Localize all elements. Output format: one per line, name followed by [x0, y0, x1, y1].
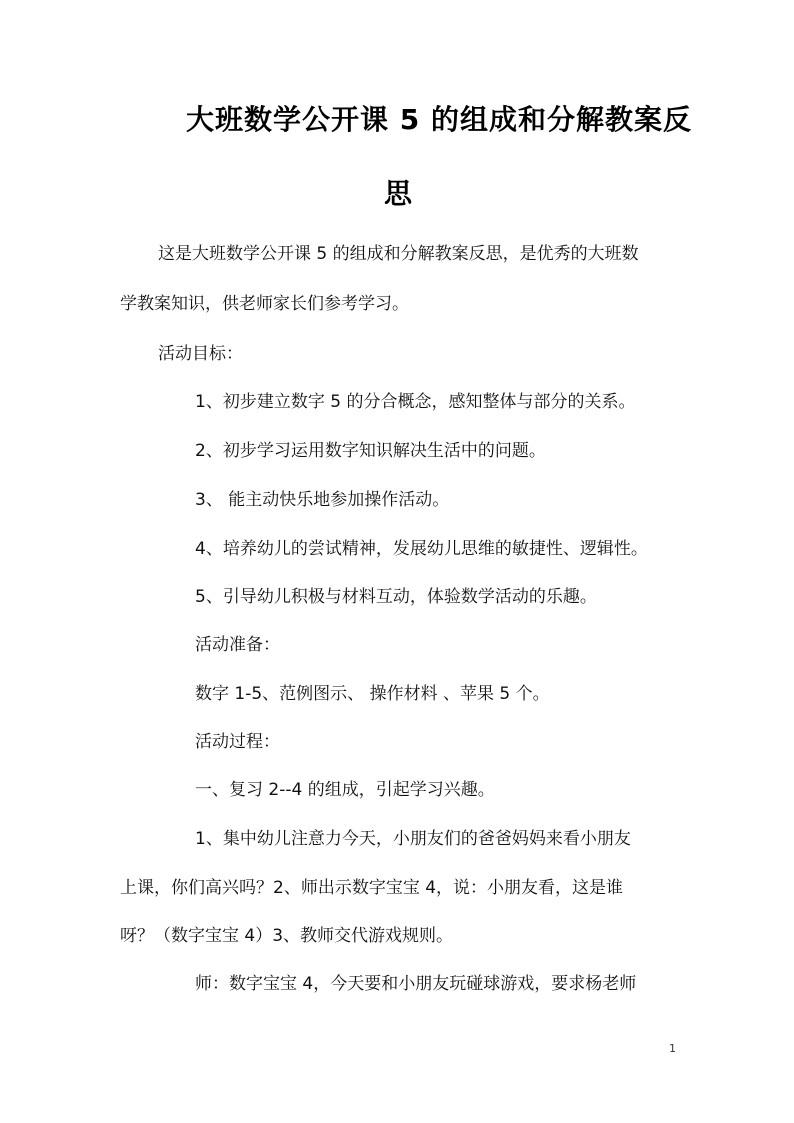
- goal-item-1: 1、初步建立数字 5 的分合概念，感知整体与部分的关系。: [195, 392, 636, 412]
- goal-item-5: 5、引导幼儿积极与材料互动，体验数学活动的乐趣。: [195, 587, 597, 607]
- paragraph-1-line-2: 上课，你们高兴吗？2、师出示数字宝宝 4，说：小朋友看，这是谁: [120, 878, 624, 898]
- step-1-heading: 一、复习 2--4 的组成，引起学习兴趣。: [195, 780, 495, 800]
- document-title-line-1: 大班数学公开课 5 的组成和分解教案反: [186, 103, 692, 136]
- process-heading: 活动过程：: [195, 732, 280, 752]
- paragraph-2-line-1: 师：数字宝宝 4，今天要和小朋友玩碰球游戏，要求杨老师: [195, 974, 637, 994]
- paragraph-1-line-3: 呀？（数字宝宝 4）3、教师交代游戏规则。: [120, 926, 454, 946]
- prep-heading: 活动准备：: [195, 635, 280, 655]
- page-number: 1: [669, 1042, 676, 1055]
- intro-line-1: 这是大班数学公开课 5 的组成和分解教案反思，是优秀的大班数: [158, 244, 639, 264]
- goals-heading: 活动目标：: [158, 344, 243, 364]
- document-title-line-2: 思: [384, 177, 414, 210]
- prep-text: 数字 1-5、范例图示、 操作材料 、苹果 5 个。: [195, 684, 550, 704]
- paragraph-1-line-1: 1、集中幼儿注意力今天，小朋友们的爸爸妈妈来看小朋友: [195, 829, 631, 849]
- goal-item-3: 3、 能主动快乐地参加操作活动。: [195, 490, 450, 510]
- goal-item-2: 2、初步学习运用数字知识解决生活中的问题。: [195, 441, 546, 461]
- goal-item-4: 4、培养幼儿的尝试精神，发展幼儿思维的敏捷性、逻辑性。: [195, 539, 648, 559]
- intro-line-2: 学教案知识，供老师家长们参考学习。: [120, 294, 409, 314]
